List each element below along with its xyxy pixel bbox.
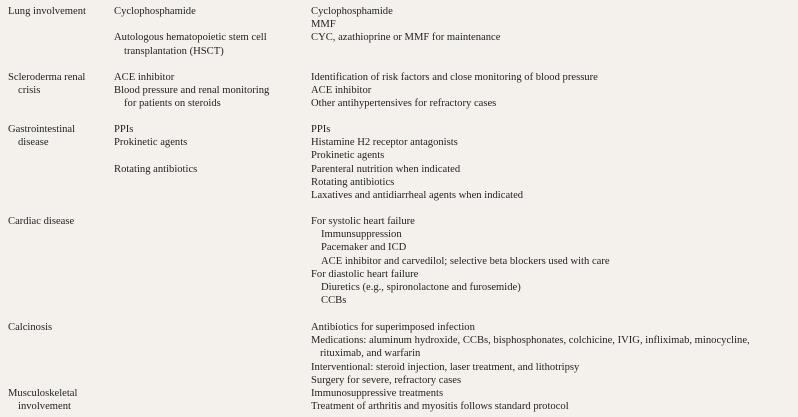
row-category [8,387,108,413]
row-column-c [311,321,793,387]
cell-text: Immunosuppressive treatments [311,388,444,399]
cell-text: Prokinetic agents [114,137,188,149]
cell-text: ACE inhibitor [114,72,175,83]
row-column-c [311,5,793,45]
cell-text: Antibiotics for superimposed infection [311,322,475,333]
cell-text: Cyclophosphamide [114,6,196,17]
row-column-b [114,5,304,58]
category-text: Scleroderma renal [8,72,86,83]
category-text: involvement [18,401,71,413]
row-category [8,321,108,334]
cell-text: Rotating antibiotics [311,176,395,188]
category-text: disease [18,137,49,149]
cell-text: Diuretics (e.g., spironolactone and furosemide) [321,282,521,294]
cell-text: Immunsuppression [321,229,402,241]
cell-spacer [114,149,304,162]
cell-text: Autologous hematopoietic stem cell [114,32,267,44]
cell-text: Medications: aluminum hydroxide, CCBs, bisphosphonates, colchicine, IVIG, infliximab, minocycline, rituximab, and warfarin [311,335,750,360]
cell-text: Rotating antibiotics [114,163,198,175]
category-text: Gastrointestinal [8,124,76,135]
cell-text: Histamine H2 receptor antagonists [311,137,458,149]
row-column-c [311,387,793,413]
cell-text: Other antihypertensives for refractory cases [311,98,497,110]
cell-text: PPIs [114,124,134,135]
row-column-c [311,215,793,307]
category-text: Calcinosis [8,322,53,333]
cell-text: Interventional: steroid injection, laser treatment, and lithotripsy [311,361,580,373]
cell-text: Blood pressure and renal monitoring [114,85,270,97]
cell-text: Cyclophosphamide [311,6,393,17]
cell-text: Identification of risk factors and close monitoring of blood pressure [311,72,598,83]
cell-text: ACE inhibitor [311,85,372,97]
category-text: Lung involvement [8,6,86,17]
row-category [8,123,108,149]
cell-text: Parenteral nutrition when indicated [311,163,461,175]
row-column-c [311,123,793,202]
category-text: Musculoskeletal [8,388,78,399]
cell-text: MMF [311,19,336,31]
cell-text: Treatment of arthritis and myositis follows standard protocol [311,401,569,413]
cell-text: Prokinetic agents [311,150,385,162]
cell-text: For diastolic heart failure [311,268,419,280]
row-category [8,5,108,18]
row-category [8,71,108,97]
cell-text: for patients on steroids [124,98,221,110]
cell-text: For systolic heart failure [311,216,415,227]
cell-text: transplantation (HSCT) [124,45,224,57]
cell-text: ACE inhibitor and carvedilol; selective beta blockers used with care [321,255,610,267]
row-column-c [311,71,793,111]
row-category [8,215,108,228]
row-column-b [114,71,304,111]
category-text: crisis [18,85,41,97]
category-text: Cardiac disease [8,216,75,227]
cell-text: CCBs [321,295,347,307]
cell-text: Pacemaker and ICD [321,242,407,254]
cell-text: Surgery for severe, refractory cases [311,374,462,386]
cell-spacer [114,18,304,31]
cell-text: Laxatives and antidiarrheal agents when indicated [311,190,524,202]
cell-text: PPIs [311,124,331,135]
cell-text: CYC, azathioprine or MMF for maintenance [311,32,501,44]
row-column-b [114,123,304,176]
